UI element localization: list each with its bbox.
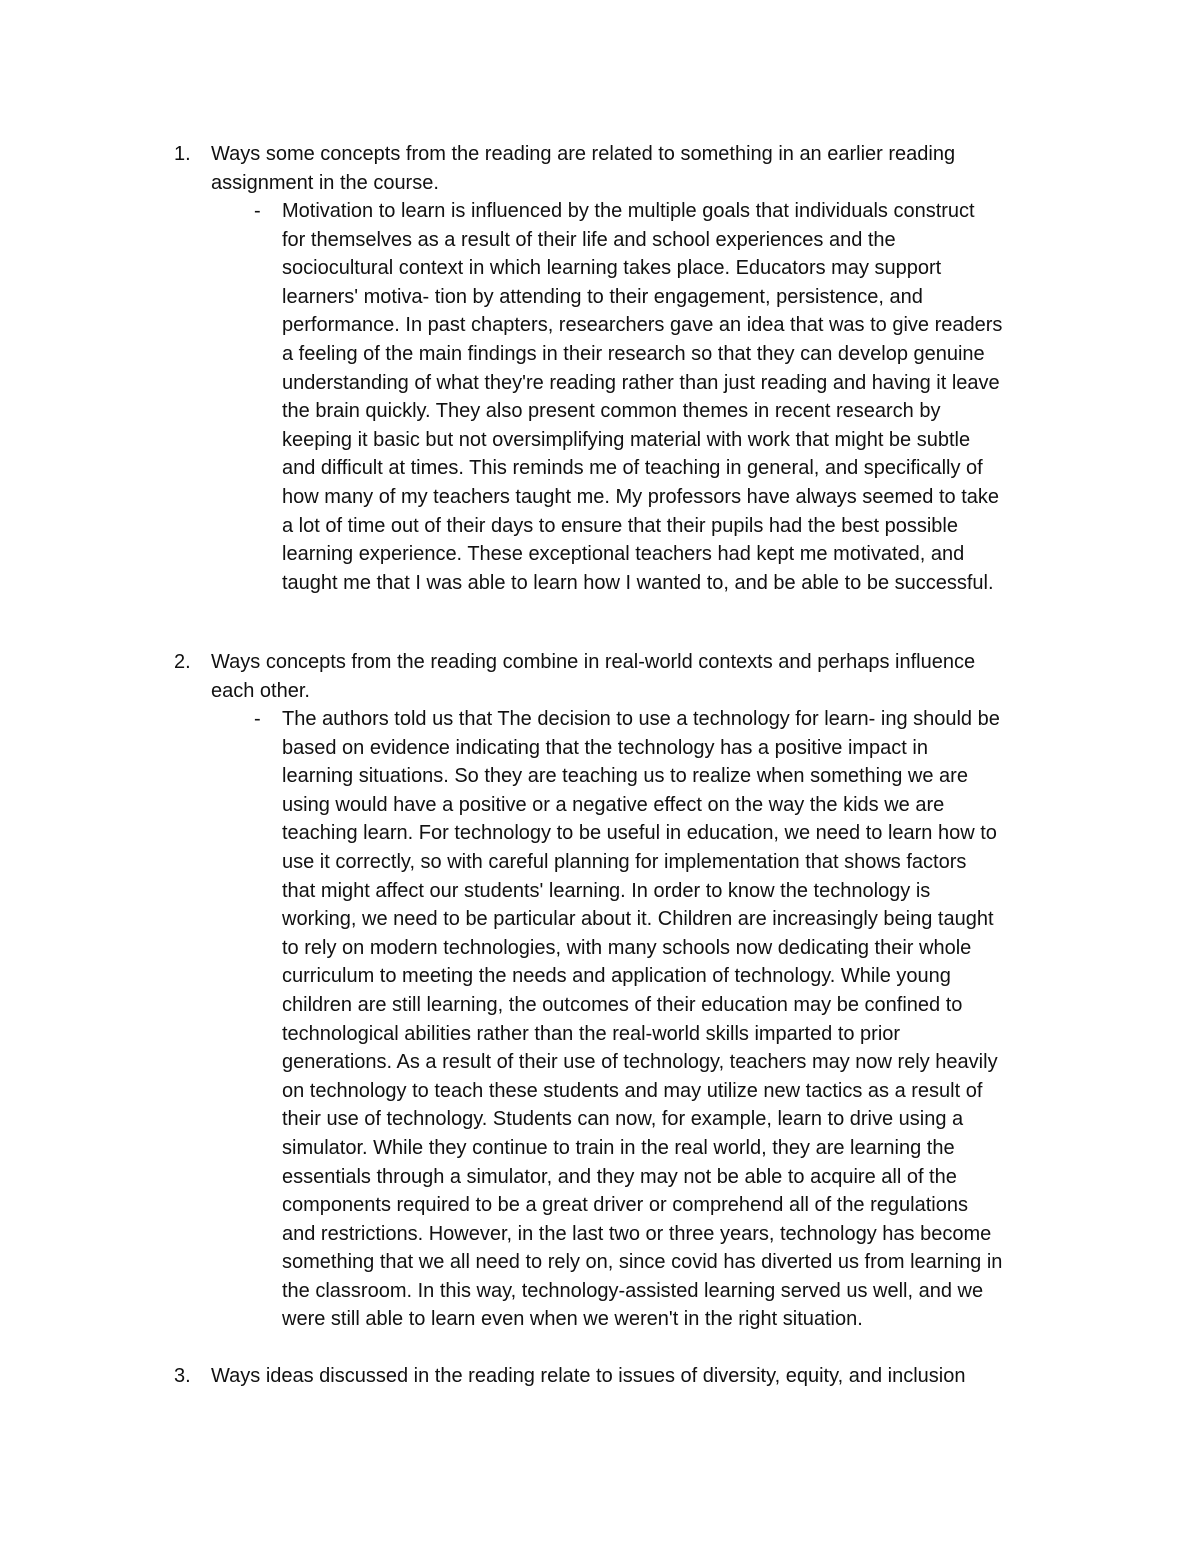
dash-bullet: -: [254, 708, 261, 730]
dash-bullet: -: [254, 200, 261, 222]
bullet-paragraph: The authors told us that The decision to use a technology for learn- ing should be based on evidence indicating that the technology has a positive impact in learning situations. So they are teaching us to realize when something we are using would have a positive or a negative effect on the way the kids we are teaching learn. For technology to be useful in education, we need to learn how to use it correctly, so with careful planning for implementation that shows factors that might affect our students' learning. In order to know the technology is working, we need to be particular about it. Children are increasingly being taught to rely on modern technologies, with many schools now dedicating their whole curriculum to meeting the needs and application of technology. While young children are still learning, the outcomes of their education may be confined to technological abilities rather than the real-world skills imparted to prior generations. As a result of their use of technology, teachers may now rely heavily on technology to teach these students and may utilize new tactics as a result of their use of technology. Students can now, for example, learn to drive using a simulator. While they continue to train in the real world, they are learning the essentials through a simulator, and they may not be able to acquire all of the components required to be a great driver or comprehend all of the regulations and restrictions. However, in the last two or three years, technology has become something that we all need to rely on, since covid has diverted us from learning in the classroom. In this way, technology-assisted learning served us well, and we were still able to learn even when we weren't in the right situation.: [282, 708, 1003, 1331]
bullet-paragraph: Motivation to learn is influenced by the multiple goals that individuals construct for themselves as a result of their life and school experiences and the sociocultural context in which learning takes place. Educators may support learners' motiva- tion by attending to their engagement, persistence, and performance. In past chapters, researchers gave an idea that was to give readers a feeling of the main findings in their research so that they can develop genuine understanding of what they're reading rather than just reading and having it leave the brain quickly. They also present common themes in recent research by keeping it basic but not oversimplifying material with work that might be subtle and difficult at times. This reminds me of teaching in general, and specifically of how many of my teachers taught me. My professors have always seemed to take a lot of time out of their days to ensure that their pupils had the best possible learning experience. These exceptional teachers had kept me motivated, and taught me that I was able to learn how I wanted to, and be able to be successful.: [282, 200, 1003, 594]
list-item-heading: Ways concepts from the reading combine in real-world contexts and perhaps influence each other.: [211, 651, 976, 702]
list-number: 2.: [174, 651, 191, 673]
list-number: 3.: [174, 1365, 191, 1387]
list-item-heading: Ways some concepts from the reading are related to something in an earlier reading assignment in the course.: [211, 143, 956, 194]
list-item-heading: Ways ideas discussed in the reading relate to issues of diversity, equity, and inclusion: [211, 1365, 966, 1387]
list-number: 1.: [174, 143, 191, 165]
